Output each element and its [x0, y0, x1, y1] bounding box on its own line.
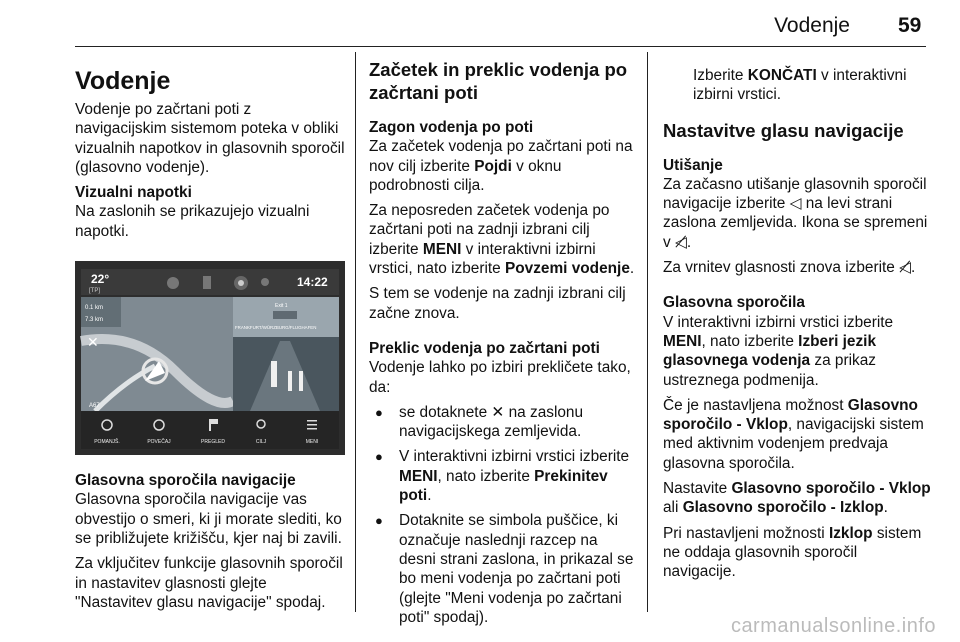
voice-paragraph-2: Za vključitev funkcije glasovnih sporočil in nastavitev glasnosti glejte "Nastavitev glasu navigacije" spodaj. — [75, 555, 343, 611]
close-icon: ✕ — [491, 403, 505, 421]
page-number: 59 — [898, 14, 922, 37]
visual-paragraph: Na zaslonih se prikazujejo vizualni napotki. — [75, 203, 310, 240]
cancel-intro: Vodenje lahko po izbiri prekličete tako, da: — [369, 359, 631, 396]
watermark: carmanualsonline.info — [730, 615, 936, 637]
cancel-heading: Preklic vodenja po začrtani poti — [369, 339, 600, 357]
menu-icon — [307, 420, 317, 430]
screen-sign: FRANKFURT/WÜRZBURG/FLUGHAFEN — [235, 325, 317, 331]
soft-key-zoom-in: POVEČAJ — [147, 439, 171, 446]
continued-bullet-text: Izberite KONČATI v interaktivni izbirni vrstici. — [693, 67, 907, 104]
screen-dist-b: 7.3 km — [85, 317, 104, 324]
pin-icon — [261, 278, 269, 286]
visual-heading: Vizualni napotki — [75, 184, 192, 202]
phone-icon — [203, 276, 211, 289]
voice-off-paragraph: Pri nastavljeni možnosti Izklop sistem ne oddaja glasovnih sporočil navigacije. — [663, 524, 922, 581]
intro-paragraph: Vodenje po začrtani poti z navigacijskim sistemom poteka v obliki vizualnih napotkov in glasovnih sporočil (glasovno vodenje). — [75, 101, 345, 176]
soft-key-destination: CILJ — [255, 439, 267, 446]
header-rule — [75, 46, 926, 47]
music-icon — [167, 277, 179, 289]
column-divider-2 — [647, 52, 648, 612]
screen-exit: Exit 1 — [275, 303, 288, 310]
messages-paragraph: V interaktivni izbirni vrstici izberite MENI, nato izberite Izberi jezik glasovnega vodenja za prikaz ustreznega podmenija. — [663, 313, 894, 389]
messages-heading: Glasovna sporočila — [663, 294, 805, 312]
column-1 — [75, 58, 345, 618]
section-heading-start-cancel: Začetek in preklic vodenja po začrtani poti — [369, 59, 628, 103]
start-paragraph-2: Za neposreden začetek vodenja po začrtani poti na zadnji izbrani cilj izberite MENI v interaktivni izbirni vrstici, nato izberite Povzemi vodenje. — [369, 202, 635, 278]
soft-key-menu: MENI — [305, 439, 319, 446]
map-close-icon: ✕ — [87, 335, 99, 352]
list-item: ● se dotaknete ✕ na zaslonu navigacijskega zemljevida. — [369, 403, 635, 442]
voice-set-paragraph: Nastavite Glasovno sporočilo - Vklop ali Glasovno sporočilo - Izklop. — [663, 480, 931, 517]
list-item: ● Dotaknite se simbola puščice, ki označuje naslednji razcep na desni strani zaslona, in prikazal se bo meni vodenja po začrtani poti (glejte "Meni vodenja po začrtani poti" spodaj). — [369, 511, 635, 627]
start-paragraph-3: S tem se vodenje na zadnji izbrani cilj začne znova. — [369, 285, 626, 322]
screen-road: A67 — [89, 403, 100, 410]
mute-paragraph: Za začasno utišanje glasovnih sporočil navigacije izberite ◁ na levi strani zaslona zemljevida. Ikona se spremeni v ◁̸. — [663, 175, 928, 251]
soft-key-zoom-out: POMANJŠ. — [94, 439, 120, 446]
voice-heading: Glasovna sporočila navigacije — [75, 472, 296, 490]
screen-temp: 22° — [91, 272, 110, 287]
voice-on-paragraph: Če je nastavljena možnost Glasovno sporočilo - Vklop, navigacijski sistem med aktivnim vodenjem predvaja glasovna sporočila. — [663, 396, 924, 472]
section-title: Vodenje — [774, 14, 850, 37]
soft-key-overview: PREGLED — [201, 439, 225, 446]
voice-paragraph: Glasovna sporočila navigacije vas obvestijo o smeri, ki ji morate slediti, ko se približujete križišču, kjer naj bi zavili. — [75, 491, 342, 547]
chapter-title: Vodenje — [75, 67, 171, 95]
list-item: ● V interaktivni izbirni vrstici izberite MENI, nato izberite Prekinitev poti. — [369, 447, 635, 505]
map-panel — [81, 297, 233, 411]
section-heading-voice-settings: Nastavitve glasu navigacije — [663, 119, 904, 141]
page-header — [0, 0, 960, 52]
junction-panel — [233, 297, 339, 411]
speaker-muted-icon: ◁̸ — [674, 233, 687, 251]
speaker-icon: ◁ — [789, 195, 802, 213]
restore-paragraph: Za vrnitev glasnosti znova izberite ◁̸. — [663, 259, 916, 277]
navigation-screen-image — [75, 261, 345, 455]
start-paragraph-1: Za začetek vodenja po začrtani poti na nov cilj izberite Pojdi v oknu podrobnosti cilja. — [369, 138, 633, 194]
column-divider-1 — [355, 52, 356, 612]
screen-time: 14:22 — [297, 275, 328, 290]
mute-heading: Utišanje — [663, 156, 723, 174]
cancel-options-list — [369, 403, 635, 627]
nav-icon — [234, 276, 248, 290]
speaker-muted-icon: ◁̸ — [899, 259, 911, 277]
column-3 — [663, 58, 931, 588]
column-2 — [369, 58, 635, 633]
start-heading: Zagon vodenja po poti — [369, 119, 534, 136]
screen-tp: [TP] — [89, 288, 101, 295]
screen-dist-a: 0.1 km — [85, 305, 104, 312]
